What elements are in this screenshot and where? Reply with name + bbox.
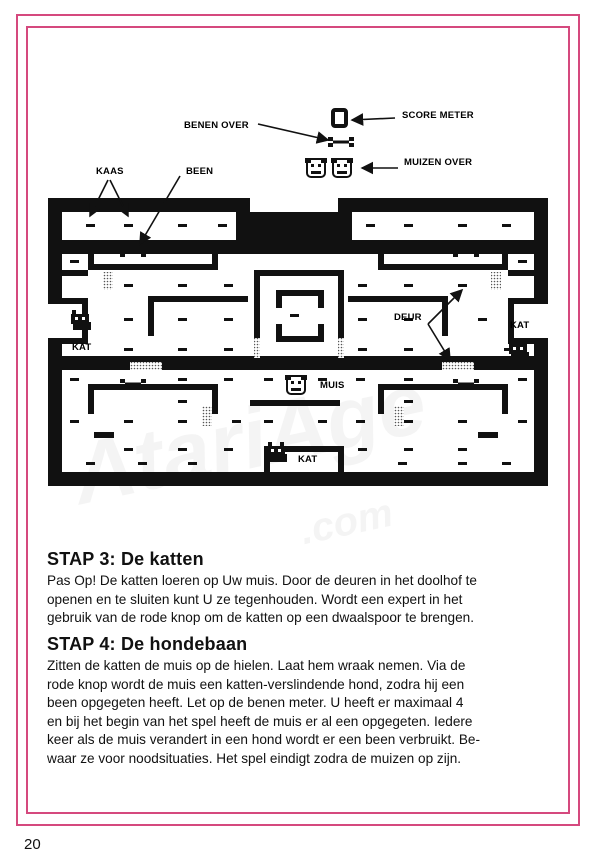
label-cat-right: KAT: [510, 320, 530, 331]
section-step-3: [47, 549, 557, 628]
mice-left-icon-2: [331, 158, 353, 177]
label-cat-left: KAT: [72, 342, 92, 353]
label-mice-left: MUIZEN OVER: [404, 157, 473, 168]
maze-walls: [48, 198, 548, 486]
heading-step-4: STAP 4: De hondebaan: [47, 634, 248, 654]
legs-left-icon: [328, 137, 354, 147]
section-step-4: [47, 634, 557, 768]
heading-step-3: STAP 3: De katten: [47, 549, 204, 569]
label-legs-left: BENEN OVER: [184, 120, 249, 131]
paragraph-step-4: Zitten de katten de muis op de hielen. Laat hem wraak nemen. Via de rode knop wordt de muis een katten-verslindende hond, zodra hij een been opgegeten heeft. Let op de benen meter. U heeft er maximaal 4 en bij het begin van het spel heeft de muis er al een opgegeten. Iedere keer als de muis verandert in een hond wordt er een been verbruikt. Be- waar ze voor noodsituaties. Het spel eindigt zodra de muizen op zijn.: [47, 658, 480, 766]
page-number: 20: [24, 836, 41, 853]
maze-diagram: [28, 28, 578, 498]
label-cheese: KAAS: [96, 166, 124, 177]
mouse-icon: [285, 375, 307, 394]
cheese-pieces: [70, 224, 530, 465]
mice-left-icon-1: [305, 158, 327, 177]
label-cat-bottom: KAT: [298, 454, 318, 465]
label-score-meter: SCORE METER: [402, 110, 474, 121]
cat-icon-bottom: [267, 442, 287, 462]
label-bone: BEEN: [186, 166, 214, 177]
paragraph-step-3: Pas Op! De katten loeren op Uw muis. Door de deuren in het doolhof te openen en te sluiten kunt U ze tegenhouden. Wordt een expert in het gebruik van de rode knop om de katten op een dwaalspoor te brengen.: [47, 573, 477, 625]
score-value: 0: [339, 123, 340, 124]
label-mouse: MUIS: [320, 380, 345, 391]
label-door: DEUR: [394, 312, 422, 323]
